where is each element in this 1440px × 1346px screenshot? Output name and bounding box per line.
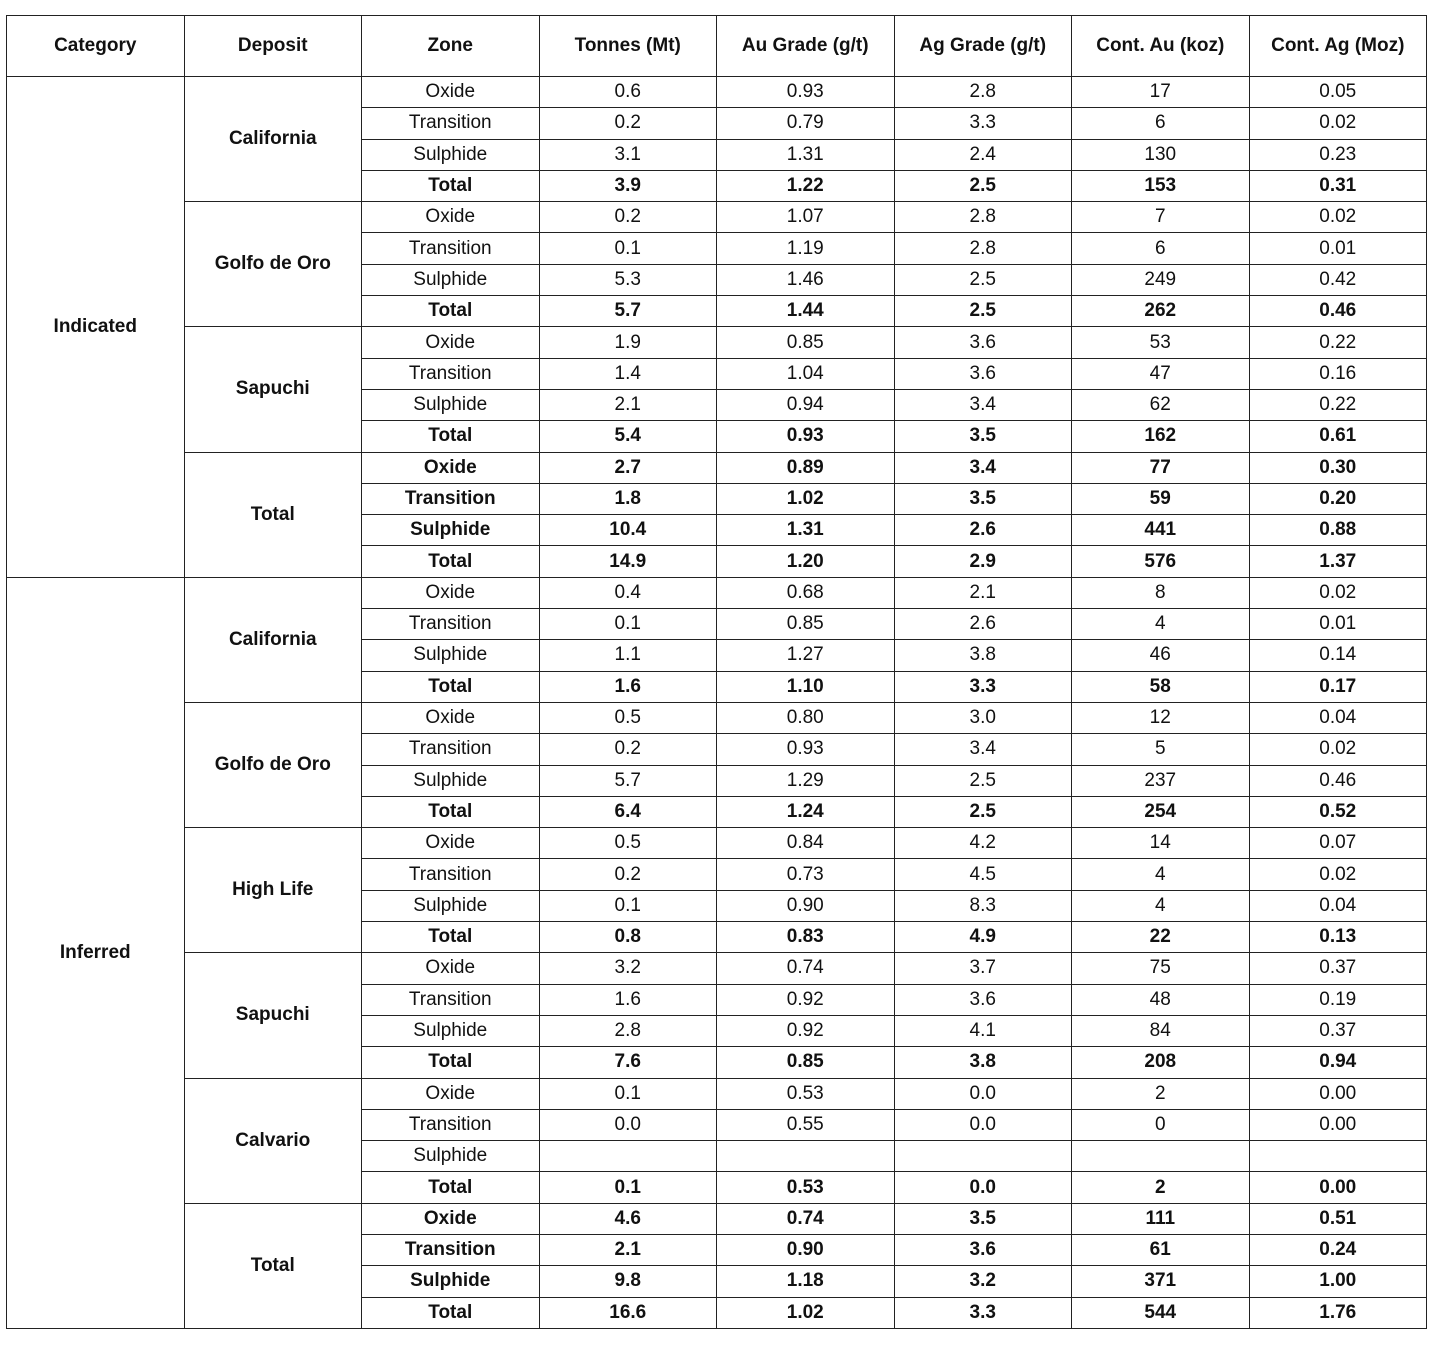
tonnes-cell: 2.1: [539, 1234, 717, 1265]
zone-cell: Sulphide: [362, 389, 540, 420]
cont-au-cell: 17: [1072, 77, 1250, 108]
cont-ag-cell: 1.76: [1249, 1297, 1427, 1328]
header-zone: Zone: [362, 16, 540, 77]
zone-cell: Total: [362, 170, 540, 201]
tonnes-cell: 0.2: [539, 734, 717, 765]
header-cont-ag: Cont. Ag (Moz): [1249, 16, 1427, 77]
tonnes-cell: 1.1: [539, 640, 717, 671]
au-grade-cell: 0.85: [717, 609, 895, 640]
tonnes-cell: 5.3: [539, 264, 717, 295]
au-grade-cell: 0.74: [717, 953, 895, 984]
ag-grade-cell: 0.0: [894, 1078, 1072, 1109]
au-grade-cell: 1.31: [717, 139, 895, 170]
ag-grade-cell: 2.5: [894, 296, 1072, 327]
ag-grade-cell: 3.3: [894, 108, 1072, 139]
zone-cell: Transition: [362, 984, 540, 1015]
zone-cell: Sulphide: [362, 515, 540, 546]
au-grade-cell: 1.10: [717, 671, 895, 702]
cont-ag-cell: 0.30: [1249, 452, 1427, 483]
cont-au-cell: 249: [1072, 264, 1250, 295]
cont-ag-cell: 0.46: [1249, 296, 1427, 327]
zone-cell: Total: [362, 1172, 540, 1203]
table-row: [7, 77, 1427, 108]
cont-ag-cell: 0.46: [1249, 765, 1427, 796]
deposit-cell: Total: [184, 452, 362, 577]
au-grade-cell: 0.85: [717, 1047, 895, 1078]
cont-au-cell: 6: [1072, 108, 1250, 139]
category-cell: Indicated: [7, 77, 185, 578]
au-grade-cell: [717, 1141, 895, 1172]
tonnes-cell: 10.4: [539, 515, 717, 546]
tonnes-cell: 5.4: [539, 421, 717, 452]
cont-au-cell: 5: [1072, 734, 1250, 765]
zone-cell: Total: [362, 546, 540, 577]
au-grade-cell: 0.90: [717, 1234, 895, 1265]
cont-ag-cell: 0.42: [1249, 264, 1427, 295]
cont-ag-cell: 0.00: [1249, 1109, 1427, 1140]
zone-cell: Total: [362, 1047, 540, 1078]
zone-cell: Sulphide: [362, 765, 540, 796]
au-grade-cell: 1.46: [717, 264, 895, 295]
zone-cell: Transition: [362, 609, 540, 640]
deposit-cell: Golfo de Oro: [184, 702, 362, 827]
tonnes-cell: 3.2: [539, 953, 717, 984]
cont-au-cell: 2: [1072, 1078, 1250, 1109]
cont-au-cell: 4: [1072, 609, 1250, 640]
cont-ag-cell: 0.02: [1249, 859, 1427, 890]
zone-cell: Sulphide: [362, 640, 540, 671]
zone-cell: Transition: [362, 108, 540, 139]
cont-ag-cell: 0.01: [1249, 609, 1427, 640]
tonnes-cell: 2.7: [539, 452, 717, 483]
ag-grade-cell: 3.8: [894, 1047, 1072, 1078]
cont-au-cell: 254: [1072, 796, 1250, 827]
zone-cell: Total: [362, 421, 540, 452]
tonnes-cell: 0.1: [539, 1172, 717, 1203]
zone-cell: Transition: [362, 483, 540, 514]
zone-cell: Oxide: [362, 702, 540, 733]
deposit-cell: Golfo de Oro: [184, 202, 362, 327]
zone-cell: Total: [362, 796, 540, 827]
au-grade-cell: 0.94: [717, 389, 895, 420]
zone-cell: Oxide: [362, 327, 540, 358]
au-grade-cell: 1.19: [717, 233, 895, 264]
tonnes-cell: 1.4: [539, 358, 717, 389]
cont-au-cell: 544: [1072, 1297, 1250, 1328]
au-grade-cell: 1.18: [717, 1266, 895, 1297]
cont-ag-cell: 1.37: [1249, 546, 1427, 577]
ag-grade-cell: 0.0: [894, 1109, 1072, 1140]
cont-au-cell: 6: [1072, 233, 1250, 264]
mineral-resource-table: [6, 15, 1427, 1329]
tonnes-cell: 4.6: [539, 1203, 717, 1234]
ag-grade-cell: 3.6: [894, 358, 1072, 389]
au-grade-cell: 0.73: [717, 859, 895, 890]
zone-cell: Oxide: [362, 953, 540, 984]
zone-cell: Oxide: [362, 828, 540, 859]
ag-grade-cell: 0.0: [894, 1172, 1072, 1203]
zone-cell: Oxide: [362, 77, 540, 108]
table-row: [7, 1078, 1427, 1109]
cont-au-cell: 262: [1072, 296, 1250, 327]
ag-grade-cell: 3.6: [894, 1234, 1072, 1265]
au-grade-cell: 0.89: [717, 452, 895, 483]
tonnes-cell: 0.6: [539, 77, 717, 108]
tonnes-cell: 0.2: [539, 859, 717, 890]
ag-grade-cell: 4.5: [894, 859, 1072, 890]
ag-grade-cell: 2.5: [894, 170, 1072, 201]
cont-au-cell: 4: [1072, 859, 1250, 890]
cont-au-cell: 0: [1072, 1109, 1250, 1140]
cont-au-cell: 47: [1072, 358, 1250, 389]
header-ag-grade: Ag Grade (g/t): [894, 16, 1072, 77]
au-grade-cell: 0.80: [717, 702, 895, 733]
tonnes-cell: 0.1: [539, 609, 717, 640]
cont-au-cell: 59: [1072, 483, 1250, 514]
tonnes-cell: 6.4: [539, 796, 717, 827]
tonnes-cell: 0.0: [539, 1109, 717, 1140]
ag-grade-cell: 3.7: [894, 953, 1072, 984]
tonnes-cell: 7.6: [539, 1047, 717, 1078]
cont-ag-cell: 0.22: [1249, 327, 1427, 358]
deposit-cell: Sapuchi: [184, 327, 362, 452]
tonnes-cell: 0.5: [539, 828, 717, 859]
zone-cell: Oxide: [362, 1078, 540, 1109]
au-grade-cell: 1.07: [717, 202, 895, 233]
au-grade-cell: 1.44: [717, 296, 895, 327]
cont-ag-cell: 0.37: [1249, 1015, 1427, 1046]
cont-au-cell: 48: [1072, 984, 1250, 1015]
zone-cell: Sulphide: [362, 1266, 540, 1297]
au-grade-cell: 0.92: [717, 1015, 895, 1046]
cont-au-cell: 22: [1072, 922, 1250, 953]
cont-au-cell: 237: [1072, 765, 1250, 796]
cont-au-cell: 371: [1072, 1266, 1250, 1297]
cont-au-cell: 7: [1072, 202, 1250, 233]
tonnes-cell: 0.8: [539, 922, 717, 953]
ag-grade-cell: 2.4: [894, 139, 1072, 170]
au-grade-cell: 0.93: [717, 77, 895, 108]
table-row: [7, 828, 1427, 859]
zone-cell: Transition: [362, 1234, 540, 1265]
tonnes-cell: 0.1: [539, 1078, 717, 1109]
ag-grade-cell: 8.3: [894, 890, 1072, 921]
cont-ag-cell: 0.94: [1249, 1047, 1427, 1078]
cont-au-cell: 75: [1072, 953, 1250, 984]
tonnes-cell: 0.2: [539, 202, 717, 233]
cont-ag-cell: 0.07: [1249, 828, 1427, 859]
cont-ag-cell: 0.31: [1249, 170, 1427, 201]
ag-grade-cell: 2.5: [894, 765, 1072, 796]
cont-ag-cell: 0.37: [1249, 953, 1427, 984]
cont-ag-cell: 0.16: [1249, 358, 1427, 389]
cont-ag-cell: 0.88: [1249, 515, 1427, 546]
zone-cell: Sulphide: [362, 1015, 540, 1046]
ag-grade-cell: 2.6: [894, 609, 1072, 640]
ag-grade-cell: 2.1: [894, 577, 1072, 608]
tonnes-cell: 3.9: [539, 170, 717, 201]
cont-ag-cell: 0.23: [1249, 139, 1427, 170]
zone-cell: Total: [362, 1297, 540, 1328]
au-grade-cell: 0.53: [717, 1078, 895, 1109]
au-grade-cell: 0.53: [717, 1172, 895, 1203]
au-grade-cell: 1.02: [717, 483, 895, 514]
ag-grade-cell: 2.5: [894, 796, 1072, 827]
tonnes-cell: 0.1: [539, 890, 717, 921]
tonnes-cell: 2.8: [539, 1015, 717, 1046]
deposit-cell: Calvario: [184, 1078, 362, 1203]
tonnes-cell: 5.7: [539, 296, 717, 327]
au-grade-cell: 0.90: [717, 890, 895, 921]
cont-ag-cell: 0.00: [1249, 1172, 1427, 1203]
cont-au-cell: 162: [1072, 421, 1250, 452]
cont-au-cell: 130: [1072, 139, 1250, 170]
tonnes-cell: 0.1: [539, 233, 717, 264]
ag-grade-cell: 3.0: [894, 702, 1072, 733]
zone-cell: Transition: [362, 734, 540, 765]
cont-au-cell: 77: [1072, 452, 1250, 483]
tonnes-cell: 1.6: [539, 671, 717, 702]
tonnes-cell: 0.4: [539, 577, 717, 608]
ag-grade-cell: 3.5: [894, 421, 1072, 452]
au-grade-cell: 0.92: [717, 984, 895, 1015]
cont-ag-cell: 1.00: [1249, 1266, 1427, 1297]
tonnes-cell: 16.6: [539, 1297, 717, 1328]
ag-grade-cell: 3.3: [894, 671, 1072, 702]
cont-au-cell: 12: [1072, 702, 1250, 733]
cont-ag-cell: 0.01: [1249, 233, 1427, 264]
zone-cell: Transition: [362, 358, 540, 389]
tonnes-cell: 0.5: [539, 702, 717, 733]
ag-grade-cell: 2.8: [894, 202, 1072, 233]
deposit-cell: California: [184, 577, 362, 702]
table-row: [7, 452, 1427, 483]
cont-au-cell: 62: [1072, 389, 1250, 420]
tonnes-cell: 9.8: [539, 1266, 717, 1297]
tonnes-cell: 1.9: [539, 327, 717, 358]
cont-au-cell: 2: [1072, 1172, 1250, 1203]
cont-ag-cell: 0.24: [1249, 1234, 1427, 1265]
au-grade-cell: 1.29: [717, 765, 895, 796]
header-row: [7, 16, 1427, 77]
au-grade-cell: 1.27: [717, 640, 895, 671]
table-row: [7, 202, 1427, 233]
ag-grade-cell: 3.5: [894, 1203, 1072, 1234]
ag-grade-cell: 2.8: [894, 77, 1072, 108]
cont-ag-cell: 0.20: [1249, 483, 1427, 514]
ag-grade-cell: 2.6: [894, 515, 1072, 546]
table-row: [7, 702, 1427, 733]
zone-cell: Sulphide: [362, 139, 540, 170]
zone-cell: Total: [362, 922, 540, 953]
table-row: [7, 577, 1427, 608]
tonnes-cell: 14.9: [539, 546, 717, 577]
au-grade-cell: 1.20: [717, 546, 895, 577]
tonnes-cell: 1.6: [539, 984, 717, 1015]
au-grade-cell: 0.55: [717, 1109, 895, 1140]
tonnes-cell: 1.8: [539, 483, 717, 514]
ag-grade-cell: 4.9: [894, 922, 1072, 953]
category-cell: Inferred: [7, 577, 185, 1328]
header-deposit: Deposit: [184, 16, 362, 77]
header-cont-au: Cont. Au (koz): [1072, 16, 1250, 77]
zone-cell: Total: [362, 671, 540, 702]
au-grade-cell: 1.22: [717, 170, 895, 201]
ag-grade-cell: 3.4: [894, 389, 1072, 420]
cont-ag-cell: 0.19: [1249, 984, 1427, 1015]
tonnes-cell: 5.7: [539, 765, 717, 796]
deposit-cell: Total: [184, 1203, 362, 1328]
au-grade-cell: 0.79: [717, 108, 895, 139]
cont-au-cell: 153: [1072, 170, 1250, 201]
ag-grade-cell: 3.8: [894, 640, 1072, 671]
au-grade-cell: 0.93: [717, 734, 895, 765]
cont-ag-cell: 0.51: [1249, 1203, 1427, 1234]
cont-ag-cell: 0.02: [1249, 734, 1427, 765]
cont-ag-cell: 0.00: [1249, 1078, 1427, 1109]
cont-ag-cell: 0.22: [1249, 389, 1427, 420]
au-grade-cell: 1.24: [717, 796, 895, 827]
au-grade-cell: 0.85: [717, 327, 895, 358]
cont-au-cell: 46: [1072, 640, 1250, 671]
deposit-cell: High Life: [184, 828, 362, 953]
cont-au-cell: 14: [1072, 828, 1250, 859]
ag-grade-cell: 2.5: [894, 264, 1072, 295]
au-grade-cell: 1.04: [717, 358, 895, 389]
table-body: [7, 77, 1427, 1329]
ag-grade-cell: 2.9: [894, 546, 1072, 577]
zone-cell: Oxide: [362, 1203, 540, 1234]
cont-au-cell: 208: [1072, 1047, 1250, 1078]
au-grade-cell: 0.68: [717, 577, 895, 608]
cont-ag-cell: 0.04: [1249, 890, 1427, 921]
header-tonnes: Tonnes (Mt): [539, 16, 717, 77]
cont-au-cell: 576: [1072, 546, 1250, 577]
au-grade-cell: 1.02: [717, 1297, 895, 1328]
tonnes-cell: 3.1: [539, 139, 717, 170]
tonnes-cell: 2.1: [539, 389, 717, 420]
ag-grade-cell: 3.3: [894, 1297, 1072, 1328]
ag-grade-cell: 3.4: [894, 452, 1072, 483]
cont-ag-cell: 0.02: [1249, 202, 1427, 233]
zone-cell: Sulphide: [362, 1141, 540, 1172]
cont-ag-cell: 0.04: [1249, 702, 1427, 733]
tonnes-cell: 0.2: [539, 108, 717, 139]
au-grade-cell: 0.83: [717, 922, 895, 953]
header-au-grade: Au Grade (g/t): [717, 16, 895, 77]
cont-au-cell: 61: [1072, 1234, 1250, 1265]
table-row: [7, 327, 1427, 358]
deposit-cell: California: [184, 77, 362, 202]
cont-ag-cell: 0.02: [1249, 577, 1427, 608]
zone-cell: Sulphide: [362, 890, 540, 921]
au-grade-cell: 1.31: [717, 515, 895, 546]
cont-ag-cell: 0.61: [1249, 421, 1427, 452]
ag-grade-cell: 3.5: [894, 483, 1072, 514]
au-grade-cell: 0.93: [717, 421, 895, 452]
zone-cell: Total: [362, 296, 540, 327]
header-category: Category: [7, 16, 185, 77]
cont-ag-cell: 0.17: [1249, 671, 1427, 702]
zone-cell: Sulphide: [362, 264, 540, 295]
zone-cell: Oxide: [362, 577, 540, 608]
cont-au-cell: 111: [1072, 1203, 1250, 1234]
deposit-cell: Sapuchi: [184, 953, 362, 1078]
ag-grade-cell: 3.6: [894, 327, 1072, 358]
ag-grade-cell: 3.2: [894, 1266, 1072, 1297]
zone-cell: Oxide: [362, 202, 540, 233]
au-grade-cell: 0.84: [717, 828, 895, 859]
cont-au-cell: [1072, 1141, 1250, 1172]
cont-au-cell: 53: [1072, 327, 1250, 358]
ag-grade-cell: 3.4: [894, 734, 1072, 765]
table-row: [7, 1203, 1427, 1234]
table-row: [7, 953, 1427, 984]
cont-au-cell: 441: [1072, 515, 1250, 546]
tonnes-cell: [539, 1141, 717, 1172]
ag-grade-cell: 4.2: [894, 828, 1072, 859]
ag-grade-cell: 2.8: [894, 233, 1072, 264]
cont-ag-cell: [1249, 1141, 1427, 1172]
cont-ag-cell: 0.05: [1249, 77, 1427, 108]
cont-ag-cell: 0.52: [1249, 796, 1427, 827]
au-grade-cell: 0.74: [717, 1203, 895, 1234]
cont-ag-cell: 0.13: [1249, 922, 1427, 953]
zone-cell: Transition: [362, 1109, 540, 1140]
ag-grade-cell: [894, 1141, 1072, 1172]
zone-cell: Transition: [362, 233, 540, 264]
zone-cell: Transition: [362, 859, 540, 890]
zone-cell: Oxide: [362, 452, 540, 483]
cont-au-cell: 4: [1072, 890, 1250, 921]
cont-ag-cell: 0.14: [1249, 640, 1427, 671]
cont-au-cell: 58: [1072, 671, 1250, 702]
ag-grade-cell: 4.1: [894, 1015, 1072, 1046]
cont-au-cell: 84: [1072, 1015, 1250, 1046]
cont-ag-cell: 0.02: [1249, 108, 1427, 139]
cont-au-cell: 8: [1072, 577, 1250, 608]
ag-grade-cell: 3.6: [894, 984, 1072, 1015]
